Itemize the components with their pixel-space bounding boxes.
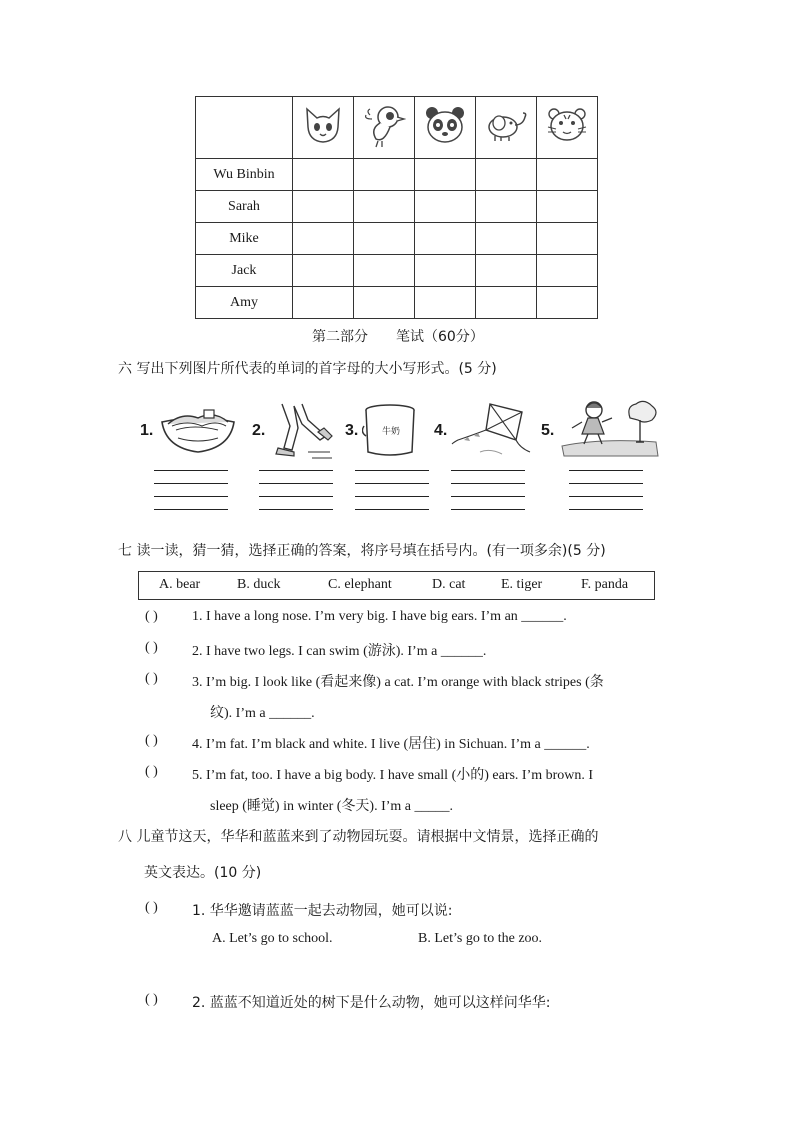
table-cell bbox=[293, 191, 354, 223]
header-cell-tiger bbox=[537, 97, 598, 159]
answer-parenthesis[interactable]: ( ) bbox=[145, 609, 158, 624]
choice-b: B. Let’s go to the zoo. bbox=[418, 931, 543, 946]
table-cell bbox=[354, 223, 415, 255]
table-cell bbox=[476, 159, 537, 191]
table-cell bbox=[415, 159, 476, 191]
answer-parenthesis[interactable]: ( ) bbox=[145, 900, 158, 915]
table-cell bbox=[476, 255, 537, 287]
table-cell bbox=[537, 159, 598, 191]
table-row bbox=[196, 287, 598, 319]
question-text: 2. 蓝蓝不知道近处的树下是什么动物，她可以这样问华华: bbox=[192, 995, 551, 1011]
answer-parenthesis[interactable]: ( ) bbox=[145, 992, 158, 1007]
running-legs-icon bbox=[268, 402, 334, 460]
table-cell bbox=[476, 191, 537, 223]
table-cell bbox=[476, 223, 537, 255]
student-name: Mike bbox=[196, 223, 293, 255]
section6-title: 六 写出下列图片所代表的单词的首字母的大小写形式。(5 分) bbox=[118, 361, 497, 377]
section7-title: 七 读一读，猜一猜，选择正确的答案，将序号填在括号内。(有一项多余)(5 分) bbox=[118, 543, 606, 559]
girl-outdoors-icon bbox=[560, 398, 660, 460]
table-cell bbox=[293, 159, 354, 191]
table-row bbox=[196, 191, 598, 223]
question-text: 1. I have a long nose. I’m very big. I have big ears. I’m an ______. bbox=[192, 609, 567, 624]
option-a: A. bear bbox=[159, 577, 201, 592]
answer-parenthesis[interactable]: ( ) bbox=[145, 671, 158, 686]
table-cell bbox=[415, 191, 476, 223]
student-name: Jack bbox=[196, 255, 293, 287]
picture-number: 5. bbox=[541, 422, 555, 439]
picture-number: 3. bbox=[345, 422, 359, 439]
question-text: 5. I’m fat, too. I have a big body. I have small (小的) ears. I’m brown. I bbox=[192, 768, 594, 783]
table-cell bbox=[293, 287, 354, 319]
student-name: Sarah bbox=[196, 191, 293, 223]
table-cell bbox=[476, 287, 537, 319]
table-cell bbox=[537, 287, 598, 319]
table-row bbox=[196, 255, 598, 287]
answer-parenthesis[interactable]: ( ) bbox=[145, 733, 158, 748]
table-row bbox=[196, 223, 598, 255]
table-cell bbox=[293, 255, 354, 287]
header-cell-panda bbox=[415, 97, 476, 159]
answer-parenthesis[interactable]: ( ) bbox=[145, 764, 158, 779]
table-header-row bbox=[196, 97, 598, 159]
animal-name-table bbox=[195, 96, 598, 319]
table-corner-cell bbox=[196, 97, 293, 159]
question-text: 1. 华华邀请蓝蓝一起去动物园，她可以说: bbox=[192, 903, 453, 919]
option-d: D. cat bbox=[432, 577, 466, 592]
milk-cup-icon bbox=[362, 402, 418, 458]
question-text: 2. I have two legs. I can swim (游泳). I’m a ______. bbox=[192, 644, 487, 659]
kite-icon bbox=[450, 400, 532, 460]
option-b: B. duck bbox=[237, 577, 281, 592]
elephant-icon bbox=[483, 105, 529, 145]
table-cell bbox=[537, 255, 598, 287]
table-cell bbox=[415, 255, 476, 287]
student-name: Amy bbox=[196, 287, 293, 319]
table-cell bbox=[354, 159, 415, 191]
noodle-bowl-icon bbox=[158, 404, 238, 456]
table-cell bbox=[354, 191, 415, 223]
option-e: E. tiger bbox=[501, 577, 543, 592]
question-text: 3. I’m big. I look like (看起来像) a cat. I’m orange with black stripes (条 bbox=[192, 675, 604, 690]
question-text-continued: sleep (睡觉) in winter (冬天). I’m a _____. bbox=[210, 799, 453, 814]
header-cell-cat bbox=[293, 97, 354, 159]
panda-face-icon bbox=[423, 103, 467, 147]
answer-parenthesis[interactable]: ( ) bbox=[145, 640, 158, 655]
table-cell bbox=[537, 223, 598, 255]
table-cell bbox=[537, 191, 598, 223]
picture-number: 2. bbox=[252, 422, 266, 439]
option-c: C. elephant bbox=[328, 577, 392, 592]
table-cell bbox=[415, 223, 476, 255]
table-cell bbox=[293, 223, 354, 255]
section8-title-continued: 英文表达。(10 分) bbox=[144, 865, 262, 881]
option-f: F. panda bbox=[581, 577, 629, 592]
student-name: Wu Binbin bbox=[196, 159, 293, 191]
bird-icon bbox=[362, 101, 406, 149]
table-row bbox=[196, 159, 598, 191]
tiger-face-icon bbox=[544, 105, 590, 145]
picture-number: 4. bbox=[434, 422, 448, 439]
section8-title: 八 儿童节这天，华华和蓝蓝来到了动物园玩耍。请根据中文情景，选择正确的 bbox=[118, 829, 599, 845]
table-cell bbox=[354, 255, 415, 287]
milk-cup-label: 牛奶 bbox=[382, 427, 401, 437]
part-title: 第二部分 笔试（60分） bbox=[312, 329, 484, 345]
picture-number: 1. bbox=[140, 422, 154, 439]
options-box bbox=[138, 571, 655, 600]
header-cell-bird bbox=[354, 97, 415, 159]
choice-a: A. Let’s go to school. bbox=[212, 931, 333, 946]
question-text-continued: 纹). I’m a ______. bbox=[210, 706, 315, 721]
cat-face-icon bbox=[301, 103, 345, 147]
header-cell-elephant bbox=[476, 97, 537, 159]
question-text: 4. I’m fat. I’m black and white. I live (居住) in Sichuan. I’m a ______. bbox=[192, 737, 590, 752]
table-cell bbox=[415, 287, 476, 319]
table-cell bbox=[354, 287, 415, 319]
